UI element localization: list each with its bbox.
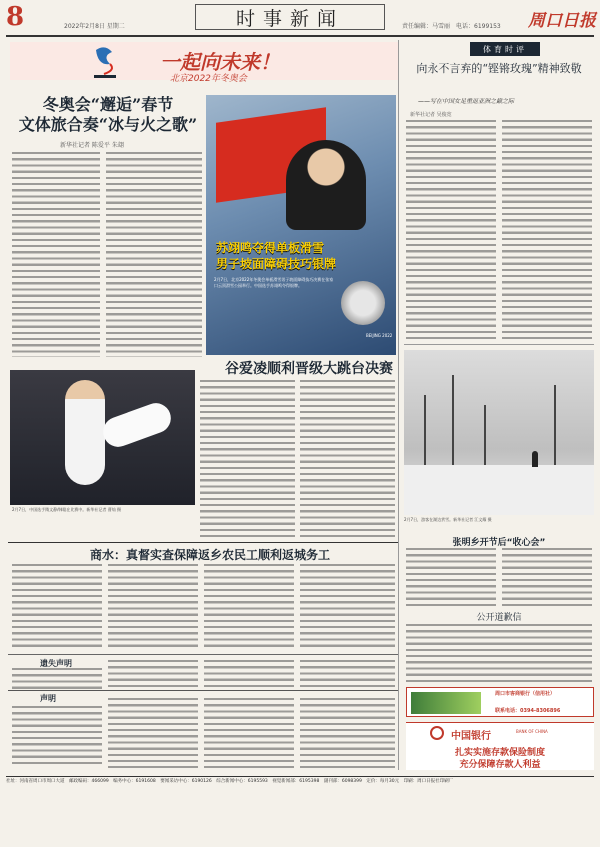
section-title: 时事新闻 bbox=[195, 4, 385, 30]
statement-table-col2 bbox=[108, 698, 198, 768]
notice-body-2 bbox=[108, 660, 198, 690]
statement-table-col4 bbox=[300, 698, 395, 768]
tree-graphic bbox=[452, 375, 454, 465]
photo-su-yiming bbox=[206, 95, 396, 355]
footer-info: 社址：河南省周口市周口大道 邮政编码：466099 编务中心：6191608 要闻采访中心：6190126 综合新闻中心：6195593 视觉新闻部：6195398 副刊部：6098399 定价：每月30元 印刷：周口日报社印刷厂 bbox=[6, 776, 594, 790]
right-subtitle: ——写在中国女足重返亚洲之巅之际 bbox=[418, 98, 515, 105]
notice-body-4 bbox=[300, 660, 395, 690]
tree-graphic bbox=[554, 385, 556, 465]
right-headline-2: 张明乡开节后“收心会” bbox=[452, 538, 546, 548]
skater-partner-graphic bbox=[99, 399, 175, 451]
silver-medal-icon bbox=[341, 281, 385, 325]
story3-rule bbox=[8, 542, 398, 543]
right-byline: 新华社记者 吴俊宽 bbox=[410, 112, 452, 118]
right-rule bbox=[404, 344, 594, 345]
right2-body-col1 bbox=[406, 548, 496, 606]
editor-info: 责任编辑：马雪丽 电话：6199153 bbox=[402, 23, 501, 30]
boc-english-name: BANK OF CHINA bbox=[516, 729, 548, 734]
athlete-graphic bbox=[286, 140, 366, 230]
photo-figure-skating bbox=[10, 370, 195, 505]
boc-slogan-2: 充分保障存款人利益 bbox=[459, 760, 541, 770]
photo1-brand: BEIJING 2022 bbox=[366, 333, 393, 338]
snow-ground bbox=[404, 465, 594, 515]
right-body-col2 bbox=[502, 120, 592, 340]
right-body-col1 bbox=[406, 120, 496, 340]
story1-headline-line1: 冬奥会“邂逅”春节 bbox=[42, 95, 174, 114]
tree-graphic bbox=[484, 405, 486, 465]
newspaper-logo: 周口日报 bbox=[528, 11, 596, 31]
story3-body-col2 bbox=[108, 564, 198, 650]
bank-ad-phone: 联系电话：0394-8306896 bbox=[495, 708, 561, 714]
bank-ad-title: 周口市客商银行（信用社） bbox=[495, 691, 556, 697]
notices-rule bbox=[8, 654, 398, 655]
story3-headline: 商水：真督实查保障返乡农民工顺利返城务工 bbox=[90, 548, 331, 562]
beijing-2022-emblem-icon bbox=[90, 44, 120, 80]
photo1-caption: 2月7日，北京2022年冬奥会单板滑雪男子坡面障碍技巧决赛在张家口云顶滑雪公园举行。中国选手苏翊鸣夺得银牌。 bbox=[214, 277, 334, 288]
story1-body-col2 bbox=[106, 152, 202, 357]
snow-caption: 2月7日，游客在湖边赏雪。新华社记者 江文耀 摄 bbox=[404, 517, 492, 522]
story2-headline: 谷爱凌顺利晋级大跳台决赛 bbox=[225, 361, 393, 377]
apology-body bbox=[406, 624, 592, 684]
bank-ad bbox=[406, 687, 594, 717]
right-headline: 向永不言弃的“铿锵玫瑰”精神致敬 bbox=[416, 62, 582, 75]
story1-byline: 新华社记者 陈爱平 朱翃 bbox=[60, 142, 124, 149]
apology-headline: 公开道歉信 bbox=[476, 613, 522, 623]
notice-body-3 bbox=[204, 660, 294, 690]
statement-table-col3 bbox=[204, 698, 294, 768]
olympic-title: 一起向未来！ bbox=[160, 50, 280, 74]
issue-date: 2022年2月8日 星期二 bbox=[64, 23, 125, 30]
story3-body-col1 bbox=[12, 564, 102, 650]
olympic-subtitle: 北京2022年冬奥会 bbox=[170, 74, 247, 84]
lost-notice-title: 遗失声明 bbox=[40, 659, 72, 668]
skater-graphic bbox=[65, 380, 105, 485]
boc-ad bbox=[406, 722, 594, 770]
story2-caption: 2月7日，中国选手隋文静/韩聪在比赛中。新华社记者 曹灿 摄 bbox=[12, 507, 121, 512]
photo1-headline-line2: 男子坡面障碍技巧银牌 bbox=[216, 257, 337, 271]
story2-body-col1 bbox=[200, 380, 295, 538]
story3-body-col4 bbox=[300, 564, 395, 650]
story3-body-col3 bbox=[204, 564, 294, 650]
statement-table-col1 bbox=[12, 706, 102, 768]
lost-notice-body bbox=[12, 668, 102, 690]
tree-graphic bbox=[424, 395, 426, 465]
story2-body-col2 bbox=[300, 380, 395, 538]
boc-name: 中国银行 bbox=[451, 731, 491, 742]
statement-title: 声明 bbox=[40, 694, 56, 703]
page-number: 8 bbox=[6, 2, 25, 32]
story1-body-col1 bbox=[12, 152, 100, 357]
story1-headline-line2: 文体旅合奏“冰与火之歌” bbox=[18, 115, 198, 134]
sports-commentary-tag: 体育时评 bbox=[470, 42, 540, 56]
header-rule bbox=[6, 35, 594, 37]
photo-snow-scene bbox=[404, 350, 594, 515]
story1-headline bbox=[18, 95, 198, 135]
photo1-headline bbox=[216, 240, 391, 272]
right2-body-col2 bbox=[502, 548, 592, 606]
boc-slogan-1: 扎实实施存款保险制度 bbox=[454, 748, 545, 758]
column-divider bbox=[398, 40, 399, 770]
photo1-headline-line1: 苏翊鸣夺得单板滑雪 bbox=[216, 241, 325, 255]
bank-card-graphic bbox=[411, 692, 481, 714]
person-graphic bbox=[532, 451, 538, 467]
boc-logo-icon bbox=[430, 726, 444, 740]
